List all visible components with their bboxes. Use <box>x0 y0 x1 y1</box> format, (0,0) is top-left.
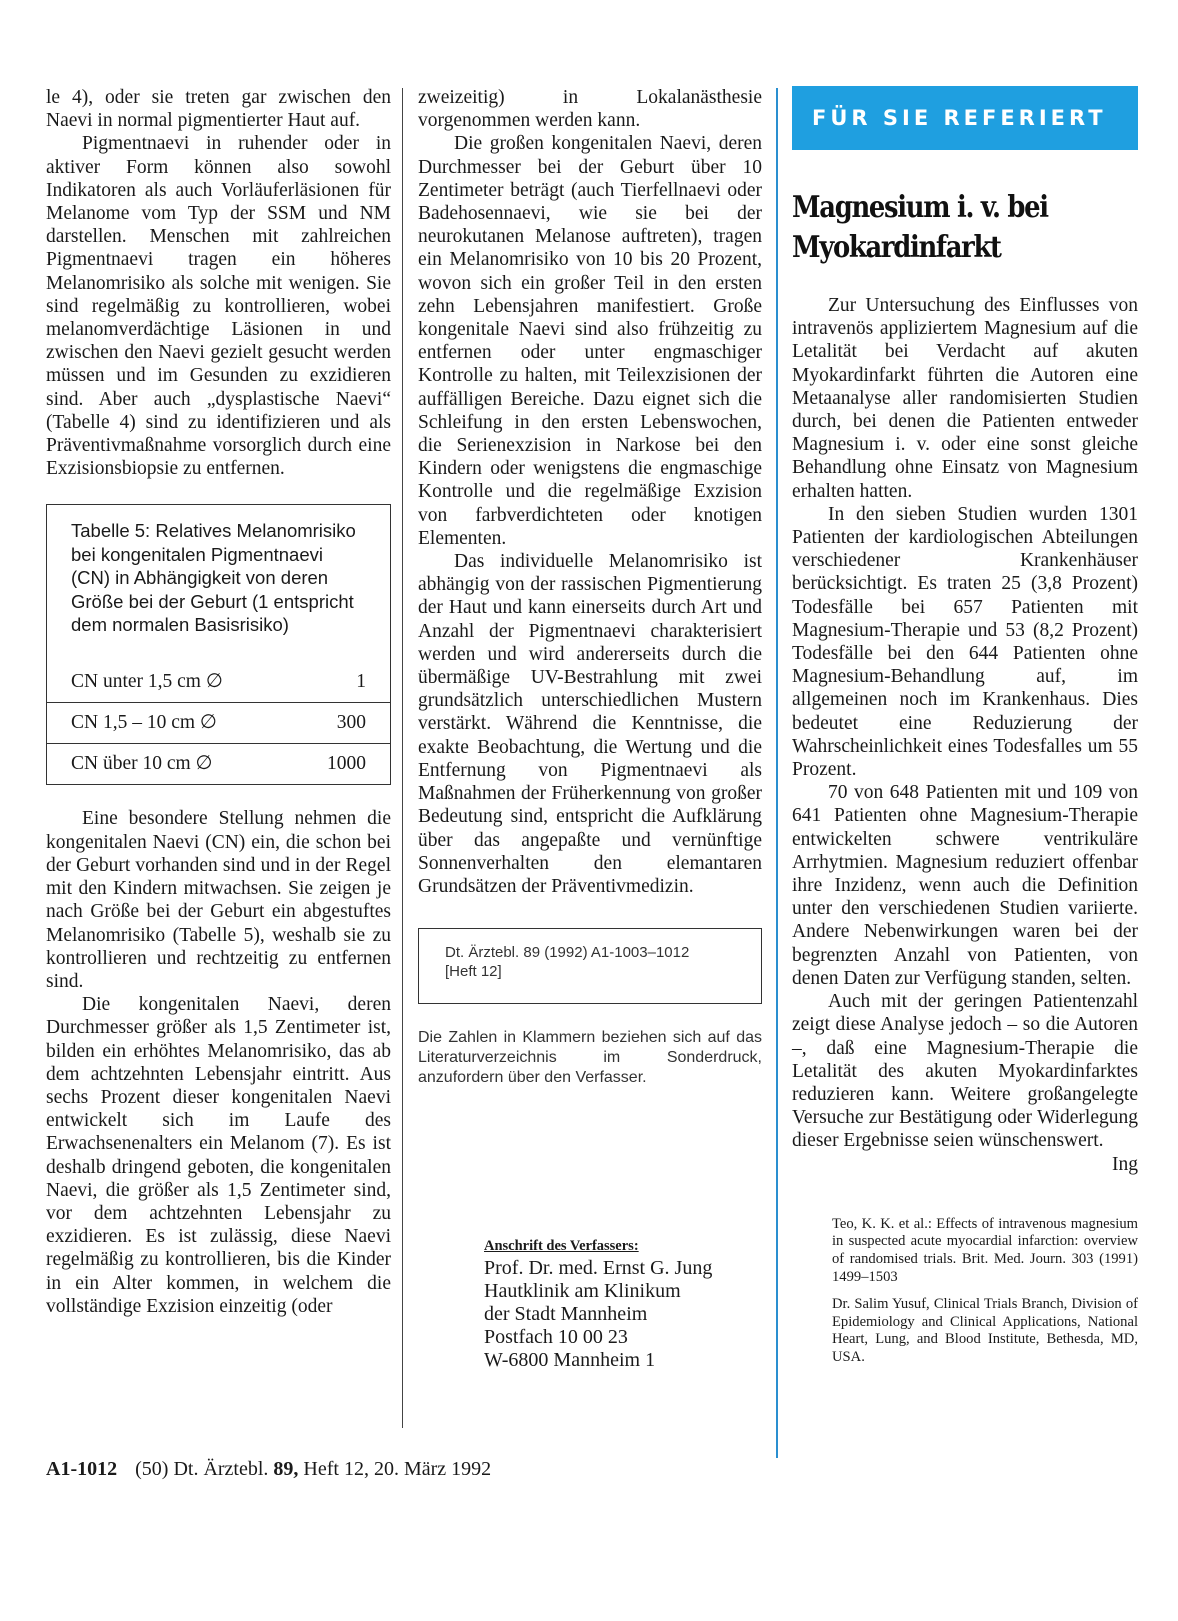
address-line: Prof. Dr. med. Ernst G. Jung <box>484 1257 713 1280</box>
section-banner <box>792 86 1138 150</box>
citation-box <box>418 928 762 1004</box>
table-row <box>47 702 390 743</box>
row-value: 300 <box>336 712 366 734</box>
paragraph: In den sieben Studien wurden 1301 Patienten der kardiologischen Abteilungen verschiedener Krankenhäuser berücksichtigt. Es traten 25 (3,8 Prozent) Todesfälle bei 657 Patienten mit Magnesium-Therapie und 53 (8,2 Prozent) Todesfälle bei den 644 Patienten ohne Magnesium-Behandlung auf, im allgemeinen noch im Krankenhaus. Dies bedeutet eine Reduzierung der Wahrscheinlichkeit eines Todesfalles um 55 Prozent. <box>792 503 1138 781</box>
citation-line: Dt. Ärztebl. 89 (1992) A1-1003–1012 <box>445 944 690 962</box>
column-rule-left <box>402 88 403 1428</box>
paragraph: Eine besondere Stellung nehmen die kongenitalen Naevi (CN) ein, die schon bei der Geburt vorhanden sind und in der Regel mit den Kindern mitwachsen. Sie zeigen je nach Größe bei der Geburt ein abgestuftes Melanomrisiko (Tabelle 5), weshalb sie zu kontrollieren und rechtzeitig zu entfernen sind. <box>46 808 391 992</box>
headline-line: Magnesium i. v. bei <box>792 190 1048 225</box>
address-line: Postfach 10 00 23 <box>484 1326 628 1349</box>
table-5 <box>46 504 391 785</box>
address-heading: Anschrift des Verfassers: <box>484 1238 639 1255</box>
table-row <box>47 662 390 702</box>
author-signature-row <box>792 1153 1138 1176</box>
paragraph: Das individuelle Melanomrisiko ist abhängig von der rassischen Pigmentierung der Haut und kann einerseits durch Art und Anzahl der Pigmentnaevi charakterisiert werden und wird andererseits durch die übermäßige UV-Bestrahlung mit zwei grundsätzlich unterschiedlichen Mustern verstärkt. Während die Kenntnisse, die exakte Beobachtung, die Wertung und die Entfernung von Pigmentnaevi als Maßnahmen der Früherkennung von großer Bedeutung sind, entspricht die Aufklärung über das angepaßte und vernünftige Sonnenverhalten den elemantaren Grundsätzen der Präventivmedizin. <box>418 551 762 897</box>
row-label: CN unter 1,5 cm ∅ <box>71 671 223 693</box>
row-value: 1 <box>356 671 366 693</box>
article-headline <box>792 188 1090 268</box>
author-address <box>484 1238 762 1372</box>
reference-item: Dr. Salim Yusuf, Clinical Trials Branch, Division of Epidemiology and Clinical Applications, National Heart, Lung, and Blood Institute, Bethesda, MD, USA. <box>832 1296 1138 1365</box>
issue-date: Heft 12, 20. März 1992 <box>303 1458 492 1480</box>
journal-name: Dt. Ärztebl. <box>173 1458 269 1480</box>
table-row <box>47 743 390 784</box>
address-line: W-6800 Mannheim 1 <box>484 1349 656 1372</box>
address-line: Hautklinik am Klinikum <box>484 1280 681 1303</box>
column-3 <box>792 86 1138 1376</box>
page-footer <box>46 1457 491 1481</box>
volume: 89, <box>273 1458 299 1480</box>
row-value: 1000 <box>327 753 366 775</box>
paragraph: le 4), oder sie treten gar zwischen den Naevi in normal pigmentierter Haut auf. <box>46 87 391 132</box>
column-rule-right <box>776 88 778 1458</box>
paragraph: Die kongenitalen Naevi, deren Durchmesser größer als 1,5 Zentimeter ist, bilden ein erhöhtes Melanomrisiko, das ab dem achtzehnten Lebensjahr eintritt. Aus sechs Prozent dieser kongenitalen Naevi entwickelt sich im Laufe des Erwachsenenalters ein Melanom (7). Es ist deshalb dringend geboten, die kongenitalen Naevi, die größer als 1,5 Zentimeter sind, vor dem achtzehnten Lebensjahr zu exzidieren. Es ist zulässig, diese Naevi regelmäßig zu kontrollieren, bis die Kinder in ein Alter kommen, in welchem die vollständige Exzision einzeitig (oder <box>46 994 391 1317</box>
address-line: der Stadt Mannheim <box>484 1303 648 1326</box>
citation-line: [Heft 12] <box>445 963 502 981</box>
paragraph: Auch mit der geringen Patientenzahl zeigt diese Analyse jedoch – so die Autoren –, daß eine Magnesium-Therapie die Letalität des akuten Myokardinfarktes reduzieren kann. Weitere großangelegte Versuche zur Bestätigung oder Widerlegung dieser Ergebnisse seien wünschenswert. <box>792 991 1138 1152</box>
column-2 <box>418 86 762 1372</box>
headline-line: Myokardinfarkt <box>792 230 1001 265</box>
reference-item: Teo, K. K. et al.: Effects of intravenous magnesium in suspected acute myocardial infarction: overview of randomised trials. Brit. Med. Journ. 303 (1991) 1499–1503 <box>832 1215 1138 1285</box>
column-1 <box>46 86 391 1318</box>
paragraph: Zur Untersuchung des Einflusses von intravenös appliziertem Magnesium auf die Letalität bei Verdacht auf akuten Myokardinfarkt führten die Autoren eine Metaanalyse aller randomisierten Studien durch, bei denen die Patienten entweder Magnesium i. v. oder eine sonst gleiche Behandlung ohne Einsatz von Magnesium erhalten hatten. <box>792 295 1138 502</box>
banner-label: FÜR SIE REFERIERT <box>812 106 1107 130</box>
paragraph: Pigmentnaevi in ruhender oder in aktiver Form können also sowohl Indikatoren als auch Vorläuferläsionen für Melanome vom Typ der SSM und NM darstellen. Menschen mit zahlreichen Pigmentnaevi tragen ein höheres Melanomrisiko als solche mit wenigen. Sie sind regelmäßig zu kontrollieren, wobei melanomverdächtige Läsionen in und zwischen den Naevi gezielt gesucht werden müssen und im Gesunden zu exzidieren sind. Aber auch „dysplastische Naevi“ (Tabelle 4) sind zu identifizieren und als Präventivmaßnahme vorsorglich durch eine Exzisionsbiopsie zu entfernen. <box>46 133 391 480</box>
author-signature: Ing <box>1112 1153 1138 1175</box>
paragraph: 70 von 648 Patienten mit und 109 von 641 Patienten ohne Magnesium-Therapie entwickelten schwere ventrikuläre Arrhytmien. Magnesium reduziert offenbar ihre Inzidenz, wenn auch die Definition unter den verschiedenen Studien variierte. Andere Nebenwirkungen waren bei der begrenzten Anzahl von Patienten, von denen Daten zur Verfügung standen, selten. <box>792 782 1138 989</box>
paragraph: Die großen kongenitalen Naevi, deren Durchmesser bei der Geburt über 10 Zentimeter beträgt (auch Tierfellnaevi oder Badehosennaevi, wie sie bei der neurokutanen Melanose auftreten), tragen ein Melanomrisiko von 10 bis 20 Prozent, wovon sich ein großer Teil in den ersten zehn Lebensjahren manifestiert. Große kongenitale Naevi sind also frühzeitig zu entfernen oder unter engmaschiger Kontrolle zu halten, mit Teilexzisionen der auffälligen Bereiche. Dazu eignet sich die Schleifung in den ersten Lebenswochen, die Serienexzision in Narkose bei den Kindern oder wenigstens die engmaschige Kontrolle und die regelmäßige Exzision von farbverdichteten oder knotigen Elementen. <box>418 133 762 549</box>
references <box>792 1216 1138 1367</box>
paragraph: zweizeitig) in Lokalanästhesie vorgenommen werden kann. <box>418 87 762 132</box>
row-label: CN 1,5 – 10 cm ∅ <box>71 712 217 734</box>
row-label: CN über 10 cm ∅ <box>71 753 213 775</box>
reference-note: Die Zahlen in Klammern beziehen sich auf das Literaturverzeichnis im Sonderdruck, anzufordern über den Verfasser. <box>418 1029 762 1087</box>
table-caption: Tabelle 5: Relatives Melanomrisiko bei kongenitalen Pigmentnaevi (CN) in Abhängigkeit von deren Größe bei der Geburt (1 entspricht dem normalen Basisrisiko) <box>71 520 356 636</box>
page-number: A1-1012 <box>46 1458 118 1480</box>
page-sequence: (50) <box>135 1458 169 1480</box>
